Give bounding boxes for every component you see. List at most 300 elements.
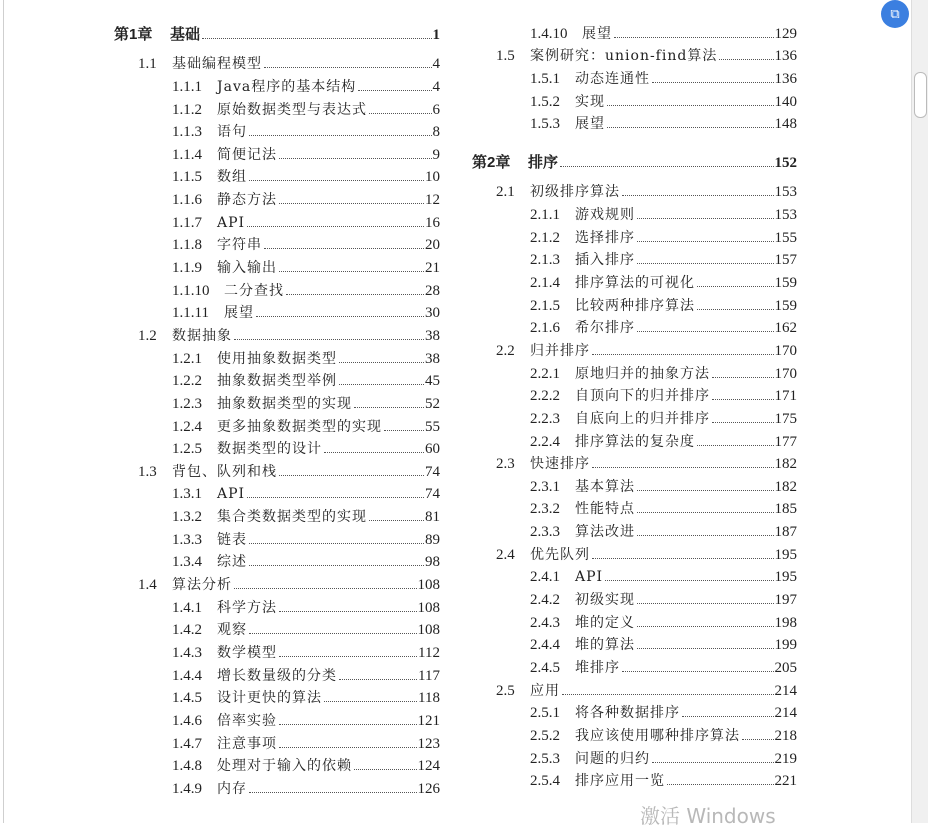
toc-entry-page: 38 [425,327,440,344]
toc-entry-number: 2.4.1 [530,569,560,586]
toc-entry-number: 2.1.5 [530,297,560,314]
toc-subsection-entry[interactable] [114,706,440,729]
toc-subsection-entry[interactable] [114,729,440,752]
toc-entry-page: 60 [425,441,440,458]
toc-leader-dots [637,626,774,627]
toc-entry-number: 2.2.4 [530,433,560,450]
toc-entry-number: 2.3.3 [530,524,560,541]
toc-entry-number: 2.3.2 [530,501,560,518]
toc-section-entry[interactable] [114,457,440,480]
toc-entry-page: 155 [774,229,797,246]
toc-entry-page: 124 [417,758,440,775]
toc-chapter-entry[interactable] [472,148,797,171]
toc-entry-page: 187 [774,524,797,541]
toc-entry-title: 集合类数据类型的实现 [217,509,367,526]
toc-entry-number: 1.4.10 [530,25,568,42]
toc-leader-dots [637,535,774,536]
toc-entry-page: 157 [774,252,797,269]
toc-entry-page: 170 [774,365,797,382]
windows-activation-watermark: 激活 Windows [640,804,776,828]
toc-subsection-entry[interactable] [472,64,797,87]
toc-entry-title: API [217,486,246,503]
toc-entry-page: 148 [774,116,797,133]
toc-leader-dots [742,739,774,740]
toc-entry-title: 初级排序算法 [530,184,620,201]
toc-entry-page: 74 [425,486,440,503]
toc-subsection-entry[interactable] [472,110,797,133]
toc-section-entry[interactable] [114,321,440,344]
toc-leader-dots [622,195,774,196]
toc-leader-dots [592,354,774,355]
toc-entry-page: 214 [774,682,797,699]
toc-leader-dots [324,701,417,702]
toc-subsection-entry[interactable] [114,593,440,616]
toc-subsection-entry[interactable] [472,223,797,246]
toc-entry-number: 1.2.1 [172,350,202,367]
toc-leader-dots [279,611,417,612]
toc-entry-title: 抽象数据类型的实现 [217,395,352,412]
toc-entry-title: 插入排序 [575,252,635,269]
toc-entry-number: 1.3.4 [172,554,202,571]
toc-leader-dots [234,588,417,589]
toc-entry-title: 使用抽象数据类型 [217,350,337,367]
toc-entry-title: API [575,569,604,586]
toc-section-entry[interactable] [472,676,797,699]
toc-entry-page: 185 [774,501,797,518]
toc-entry-title: 将各种数据排序 [575,705,680,722]
toc-entry-number: 2.5.4 [530,773,560,790]
toc-subsection-entry[interactable] [472,472,797,495]
toc-entry-number: 1.1.1 [172,78,202,95]
toc-leader-dots [384,430,424,431]
toc-leader-dots [667,784,774,785]
toc-entry-number: 第1章 [114,25,153,43]
scrollbar-thumb[interactable] [914,72,927,118]
toc-entry-number: 1.4.6 [172,712,202,729]
toc-leader-dots [279,724,417,725]
toc-subsection-entry[interactable] [114,140,440,163]
toc-entry-title: 设计更快的算法 [217,690,322,707]
toc-leader-dots [614,37,774,38]
toc-subsection-entry[interactable] [114,231,440,254]
toc-entry-title: 性能特点 [575,501,635,518]
toc-leader-dots [637,218,774,219]
toc-leader-dots [622,671,774,672]
toc-leader-dots [605,580,773,581]
toc-subsection-entry[interactable] [114,163,440,186]
toc-entry-title: 原始数据类型与表达式 [217,101,367,118]
toc-subsection-entry[interactable] [114,95,440,118]
toc-entry-page: 162 [774,320,797,337]
toc-entry-title: 排序算法的复杂度 [575,433,695,450]
toc-entry-number: 1.4.3 [172,644,202,661]
toc-entry-page: 182 [774,456,797,473]
toc-leader-dots [249,135,432,136]
toc-entry-title: 静态方法 [217,192,277,209]
toc-leader-dots [560,166,773,167]
toc-subsection-entry[interactable] [472,427,797,450]
toc-entry-number: 1.1.5 [172,169,202,186]
toc-leader-dots [697,286,774,287]
toc-leader-dots [249,180,424,181]
toc-entry-page: 159 [774,275,797,292]
toc-subsection-entry[interactable] [472,608,797,631]
toc-entry-page: 55 [425,418,440,435]
toc-subsection-entry[interactable] [114,774,440,797]
toc-entry-number: 2.1.2 [530,229,560,246]
toc-entry-title: 排序 [528,153,559,171]
toc-entry-number: 1.2.3 [172,395,202,412]
toc-entry-page: 4 [432,78,440,95]
toc-subsection-entry[interactable] [472,200,797,223]
toc-entry-page: 12 [425,192,440,209]
toc-leader-dots [247,497,424,498]
toc-entry-title: 归并排序 [530,342,590,359]
toc-subsection-entry[interactable] [114,502,440,525]
toc-entry-page: 136 [774,70,797,87]
toc-entry-number: 2.1.4 [530,275,560,292]
toc-entry-title: 增长数量级的分类 [217,667,337,684]
toc-entry-title: 动态连通性 [575,70,650,87]
toc-entry-page: 21 [425,260,440,277]
toc-entry-title: 初级实现 [575,592,635,609]
toc-leader-dots [592,558,774,559]
toc-entry-title: 比较两种排序算法 [575,297,695,314]
toc-entry-number: 2.3 [496,456,515,473]
toc-entry-number: 2.5.2 [530,727,560,744]
toc-subsection-entry[interactable] [472,653,797,676]
toc-entry-title: 内存 [217,780,247,797]
toc-leader-dots [369,520,424,521]
toc-leader-dots [249,543,424,544]
toc-entry-title: 抽象数据类型举例 [217,373,337,390]
toc-subsection-entry[interactable] [114,185,440,208]
toc-entry-title: 二分查找 [224,282,284,299]
toc-section-entry[interactable] [472,178,797,201]
toc-entry-number: 1.4.9 [172,780,202,797]
toc-subsection-entry[interactable] [472,721,797,744]
toc-subsection-entry[interactable] [114,480,440,503]
toc-leader-dots [279,158,432,159]
toc-left-column [114,20,440,797]
toc-entry-page: 152 [774,154,797,171]
toc-entry-number: 2.3.1 [530,478,560,495]
toc-subsection-entry[interactable] [472,495,797,518]
toc-section-entry[interactable] [472,540,797,563]
document-page [3,0,912,823]
toc-entry-title: 案例研究：union-find算法 [530,48,718,65]
toc-entry-title: 希尔排序 [575,320,635,337]
toc-entry-page: 45 [425,373,440,390]
toc-entry-title: 堆的算法 [575,637,635,654]
toc-entry-title: 简便记法 [217,146,277,163]
toc-entry-page: 38 [425,350,440,367]
toc-entry-number: 1.3.2 [172,509,202,526]
toc-subsection-entry[interactable] [114,616,440,639]
toc-entry-page: 81 [425,509,440,526]
toc-entry-number: 1.2 [138,327,157,344]
toc-section-entry[interactable] [472,42,797,65]
toc-subsection-entry[interactable] [472,767,797,790]
toc-leader-dots [637,512,774,513]
toc-entry-title: 我应该使用哪种排序算法 [575,727,740,744]
toc-subsection-entry[interactable] [472,382,797,405]
toc-entry-number: 1.2.2 [172,373,202,390]
toc-leader-dots [562,694,774,695]
toc-entry-title: 链表 [217,531,247,548]
toc-entry-page: 219 [774,750,797,767]
toc-entry-title: 观察 [217,622,247,639]
toc-subsection-entry[interactable] [472,699,797,722]
toc-entry-number: 2.1.3 [530,252,560,269]
toc-leader-dots [637,603,774,604]
toc-entry-title: 字符串 [217,237,262,254]
toc-leader-dots [637,241,774,242]
toc-leader-dots [324,452,424,453]
toc-entry-title: 自底向上的归并排序 [575,410,710,427]
toc-leader-dots [249,633,417,634]
toc-leader-dots [652,82,774,83]
toc-subsection-entry[interactable] [114,253,440,276]
toc-subsection-entry[interactable] [472,246,797,269]
toc-entry-number: 2.4.5 [530,659,560,676]
toc-entry-page: 205 [774,659,797,676]
toc-leader-dots [249,565,424,566]
toc-subsection-entry[interactable] [472,563,797,586]
toc-entry-title: 选择排序 [575,229,635,246]
toc-entry-number: 1.3.1 [172,486,202,503]
toc-subsection-entry[interactable] [472,744,797,767]
toc-subsection-entry[interactable] [114,752,440,775]
toc-entry-page: 197 [774,592,797,609]
toc-entry-page: 117 [418,667,440,684]
toc-chapter-entry[interactable] [114,20,440,43]
toc-section-entry[interactable] [472,336,797,359]
toc-leader-dots [697,309,774,310]
toc-entry-page: 153 [774,184,797,201]
toc-entry-page: 123 [417,735,440,752]
toc-section-entry[interactable] [114,50,440,73]
toc-entry-number: 1.4 [138,577,157,594]
toc-section-entry[interactable] [472,450,797,473]
toc-entry-number: 2.4.4 [530,637,560,654]
toc-leader-dots [652,762,774,763]
toc-entry-title: 背包、队列和栈 [172,463,277,480]
toc-leader-dots [697,445,774,446]
toc-entry-title: 基础编程模型 [172,56,262,73]
toc-entry-title: 展望 [575,116,605,133]
toc-leader-dots [264,248,424,249]
toc-entry-title: 处理对于输入的依赖 [217,758,352,775]
toc-entry-number: 2.1.1 [530,207,560,224]
toc-entry-page: 52 [425,395,440,412]
toc-entry-title: Java程序的基本结构 [217,78,357,95]
toc-entry-page: 170 [774,342,797,359]
toc-subsection-entry[interactable] [114,118,440,141]
toc-entry-title: 数学模型 [217,644,277,661]
toc-leader-dots [279,203,424,204]
toc-entry-page: 9 [432,146,440,163]
toc-subsection-entry[interactable] [472,517,797,540]
toc-leader-dots [354,769,417,770]
toc-subsection-entry[interactable] [114,638,440,661]
toc-entry-number: 1.4.8 [172,758,202,775]
toc-entry-number: 1.1.3 [172,124,202,141]
toc-entry-number: 1.1.7 [172,214,202,231]
toc-leader-dots [286,294,424,295]
toc-leader-dots [279,475,424,476]
toc-entry-page: 195 [774,569,797,586]
toc-subsection-entry[interactable] [472,19,797,42]
toc-entry-number: 1.1.4 [172,146,202,163]
toc-subsection-entry[interactable] [114,208,440,231]
toc-entry-page: 108 [417,622,440,639]
toc-subsection-entry[interactable] [114,525,440,548]
toc-entry-number: 1.5 [496,48,515,65]
toc-subsection-entry[interactable] [114,548,440,571]
toc-entry-number: 2.1 [496,184,515,201]
toc-entry-title: 展望 [224,305,254,322]
toc-entry-page: 129 [774,25,797,42]
translate-page-icon[interactable]: ⧉ [881,0,909,28]
toc-entry-page: 182 [774,478,797,495]
toc-subsection-entry[interactable] [472,268,797,291]
vertical-scrollbar[interactable] [911,0,928,823]
toc-subsection-entry[interactable] [472,585,797,608]
toc-entry-title: 应用 [530,682,560,699]
toc-leader-dots [339,384,424,385]
toc-entry-title: 数据类型的设计 [217,441,322,458]
toc-leader-dots [234,339,424,340]
toc-entry-page: 199 [774,637,797,654]
toc-leader-dots [358,90,431,91]
toc-leader-dots [592,467,774,468]
toc-subsection-entry[interactable] [472,314,797,337]
toc-entry-page: 89 [425,531,440,548]
toc-entry-title: 游戏规则 [575,207,635,224]
toc-entry-page: 1 [432,26,440,43]
toc-leader-dots [339,362,424,363]
toc-right-column [472,19,797,789]
toc-entry-title: 自顶向下的归并排序 [575,388,710,405]
toc-entry-title: 展望 [582,25,612,42]
toc-entry-number: 2.5 [496,682,515,699]
toc-entry-number: 2.1.6 [530,320,560,337]
toc-entry-number: 1.4.5 [172,690,202,707]
toc-entry-title: 综述 [217,554,247,571]
toc-leader-dots [682,716,774,717]
toc-entry-number: 1.1.2 [172,101,202,118]
toc-subsection-entry[interactable] [472,87,797,110]
toc-leader-dots [256,316,424,317]
toc-entry-number: 1.1.11 [172,305,209,322]
toc-entry-number: 1.2.5 [172,441,202,458]
toc-entry-number: 1.1.10 [172,282,210,299]
toc-subsection-entry[interactable] [472,359,797,382]
toc-entry-page: 28 [425,282,440,299]
toc-entry-page: 175 [774,410,797,427]
toc-entry-number: 2.4.2 [530,592,560,609]
toc-entry-title: 问题的归约 [575,750,650,767]
toc-subsection-entry[interactable] [472,291,797,314]
toc-entry-title: 快速排序 [530,456,590,473]
toc-leader-dots [202,38,431,39]
toc-leader-dots [637,490,774,491]
toc-subsection-entry[interactable] [114,72,440,95]
toc-entry-title: 实现 [575,93,605,110]
toc-entry-number: 2.2.1 [530,365,560,382]
toc-subsection-entry[interactable] [114,344,440,367]
toc-entry-page: 140 [774,93,797,110]
toc-entry-title: 数组 [217,169,247,186]
toc-leader-dots [607,127,774,128]
toc-leader-dots [637,331,774,332]
toc-entry-page: 4 [432,56,440,73]
toc-subsection-entry[interactable] [114,412,440,435]
toc-subsection-entry[interactable] [114,367,440,390]
toc-entry-page: 8 [432,124,440,141]
toc-entry-page: 195 [774,546,797,563]
toc-subsection-entry[interactable] [114,661,440,684]
toc-leader-dots [369,113,432,114]
toc-subsection-entry[interactable] [472,631,797,654]
toc-entry-number: 2.2.3 [530,410,560,427]
toc-entry-title: 排序应用一览 [575,773,665,790]
toc-entry-page: 218 [774,727,797,744]
toc-leader-dots [279,271,424,272]
toc-entry-number: 2.5.3 [530,750,560,767]
toc-entry-page: 112 [418,644,440,661]
toc-subsection-entry[interactable] [114,276,440,299]
toc-leader-dots [719,59,773,60]
toc-leader-dots [637,648,774,649]
toc-entry-page: 214 [774,705,797,722]
toc-entry-page: 74 [425,463,440,480]
toc-entry-page: 10 [425,169,440,186]
toc-entry-title: 注意事项 [217,735,277,752]
toc-entry-number: 1.1 [138,56,157,73]
toc-entry-number: 1.4.4 [172,667,202,684]
toc-entry-number: 1.5.1 [530,70,560,87]
toc-entry-page: 118 [418,690,440,707]
toc-entry-title: 优先队列 [530,546,590,563]
toc-entry-title: 输入输出 [217,260,277,277]
toc-leader-dots [712,399,774,400]
toc-entry-number: 1.4.1 [172,599,202,616]
toc-subsection-entry[interactable] [472,404,797,427]
toc-entry-page: 121 [417,712,440,729]
toc-entry-title: API [217,214,246,231]
toc-entry-title: 数据抽象 [172,327,232,344]
toc-subsection-entry[interactable] [114,389,440,412]
toc-subsection-entry[interactable] [114,684,440,707]
toc-entry-title: 基本算法 [575,478,635,495]
toc-entry-title: 基础 [170,25,201,43]
toc-leader-dots [712,422,774,423]
toc-entry-page: 20 [425,237,440,254]
toc-entry-number: 1.4.7 [172,735,202,752]
toc-entry-number: 1.3.3 [172,531,202,548]
toc-subsection-entry[interactable] [114,299,440,322]
toc-entry-title: 科学方法 [217,599,277,616]
toc-section-entry[interactable] [114,570,440,593]
toc-subsection-entry[interactable] [114,435,440,458]
toc-entry-title: 算法分析 [172,577,232,594]
toc-entry-number: 2.2.2 [530,388,560,405]
toc-entry-number: 2.4 [496,546,515,563]
toc-entry-title: 更多抽象数据类型的实现 [217,418,382,435]
toc-entry-number: 1.1.6 [172,192,202,209]
